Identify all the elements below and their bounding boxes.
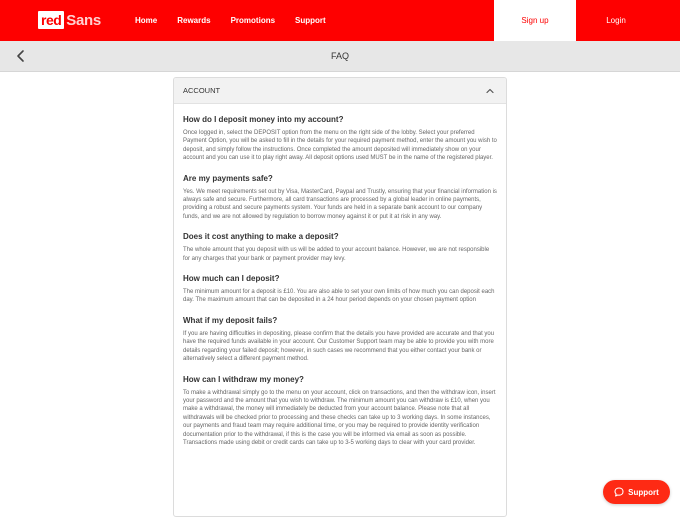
faq-answer: Yes. We meet requirements set out by Visa, MasterCard, Paypal and Trustly, ensuring that your financial information is always safe and secure. Furthermore, all card transactions are processed by a global leader in online payments, providing a robust and secure payments system. Your funds are held in a separate bank account to our company funds, and we are not allowed by regulation to borrow money against it or put it at risk in any way. (183, 188, 497, 220)
faq-item (174, 273, 506, 305)
faq-answer: The whole amount that you deposit with us will be added to your account balance. However, we are not responsible for any charges that your bank or payment provider may levy. (183, 247, 490, 262)
nav-promotions[interactable]: Promotions (230, 16, 276, 25)
nav-support[interactable]: Support (295, 16, 326, 25)
accordion-header[interactable] (174, 78, 506, 104)
main-nav (135, 0, 346, 41)
nav-home[interactable]: Home (135, 16, 158, 25)
top-navigation-bar (0, 0, 680, 41)
support-chat-button[interactable] (603, 480, 670, 504)
faq-item (174, 114, 506, 163)
accordion-title: ACCOUNT (183, 86, 221, 95)
faq-answer: If you are having difficulties in depositing, please confirm that the details you have provided are accurate and that you have the required funds available in your account. Our Customer Support team may be able to provide you with more details regarding your failed deposit; however, in such cases we recommend that you either contact your bank or alternatively select a different payment method. (183, 330, 495, 363)
faq-accordion (173, 77, 507, 517)
page-header (0, 41, 680, 72)
nav-rewards[interactable]: Rewards (177, 16, 211, 25)
faq-question: Are my payments safe? (183, 173, 273, 183)
faq-question: How much can I deposit? (183, 274, 280, 284)
faq-item (174, 374, 506, 448)
logo-wordmark: Sans (66, 11, 101, 29)
page-title: FAQ (330, 51, 349, 61)
support-label: Support (628, 487, 659, 497)
faq-question: How do I deposit money into my account? (183, 115, 344, 124)
faq-item (174, 231, 506, 263)
chevron-up-icon[interactable] (485, 86, 495, 96)
faq-question: Does it cost anything to make a deposit? (183, 232, 339, 242)
signup-button[interactable]: Sign up (494, 0, 576, 41)
chevron-left-icon[interactable] (14, 49, 28, 63)
login-button[interactable]: Login (606, 16, 626, 25)
faq-question: How can I withdraw my money? (183, 374, 304, 384)
faq-item (174, 315, 506, 364)
faq-question: What if my deposit fails? (183, 315, 278, 325)
faq-item (174, 173, 506, 222)
faq-answer: To make a withdrawal simply go to the menu on your account, click on transactions, and then the withdraw icon, insert your password and the amount that you wish to withdraw. The minimum amount you can withdraw is £10, when you make a withdrawal, the money will immediately be deducted from your account balance. Please note that all withdrawals will be checked prior to processing and these checks can take up to 3 working days. In some instances, our payments and fraud team may require additional time, or you may be required to provide identity verification documentation prior to the withdrawal, if this is the case you will be informed via email as soon as possible. Transactions made using debit or credit cards can take up to 3-5 working days to clear with your card provider. (183, 389, 496, 446)
chat-bubble-icon (614, 487, 624, 497)
site-logo[interactable] (38, 11, 101, 29)
logo-mark: red (38, 11, 64, 29)
faq-answer: The minimum amount for a deposit is £10. You are also able to set your own limits of how much you can deposit each day. The maximum amount that can be deposited in a 24 hour period depends on your chosen payment option (183, 289, 495, 304)
faq-answer: Once logged in, select the DEPOSIT option from the menu on the right side of the lobby. Select your preferred Payment Option, you will be asked to fill in the details for your required payment method, enter the amount you wish to deposit, and simply follow the instructions. Once completed the amount deposited will immediately show on your account and you can use it to play right away. All deposit options used MUST be in the name of the registered player. (183, 130, 497, 162)
